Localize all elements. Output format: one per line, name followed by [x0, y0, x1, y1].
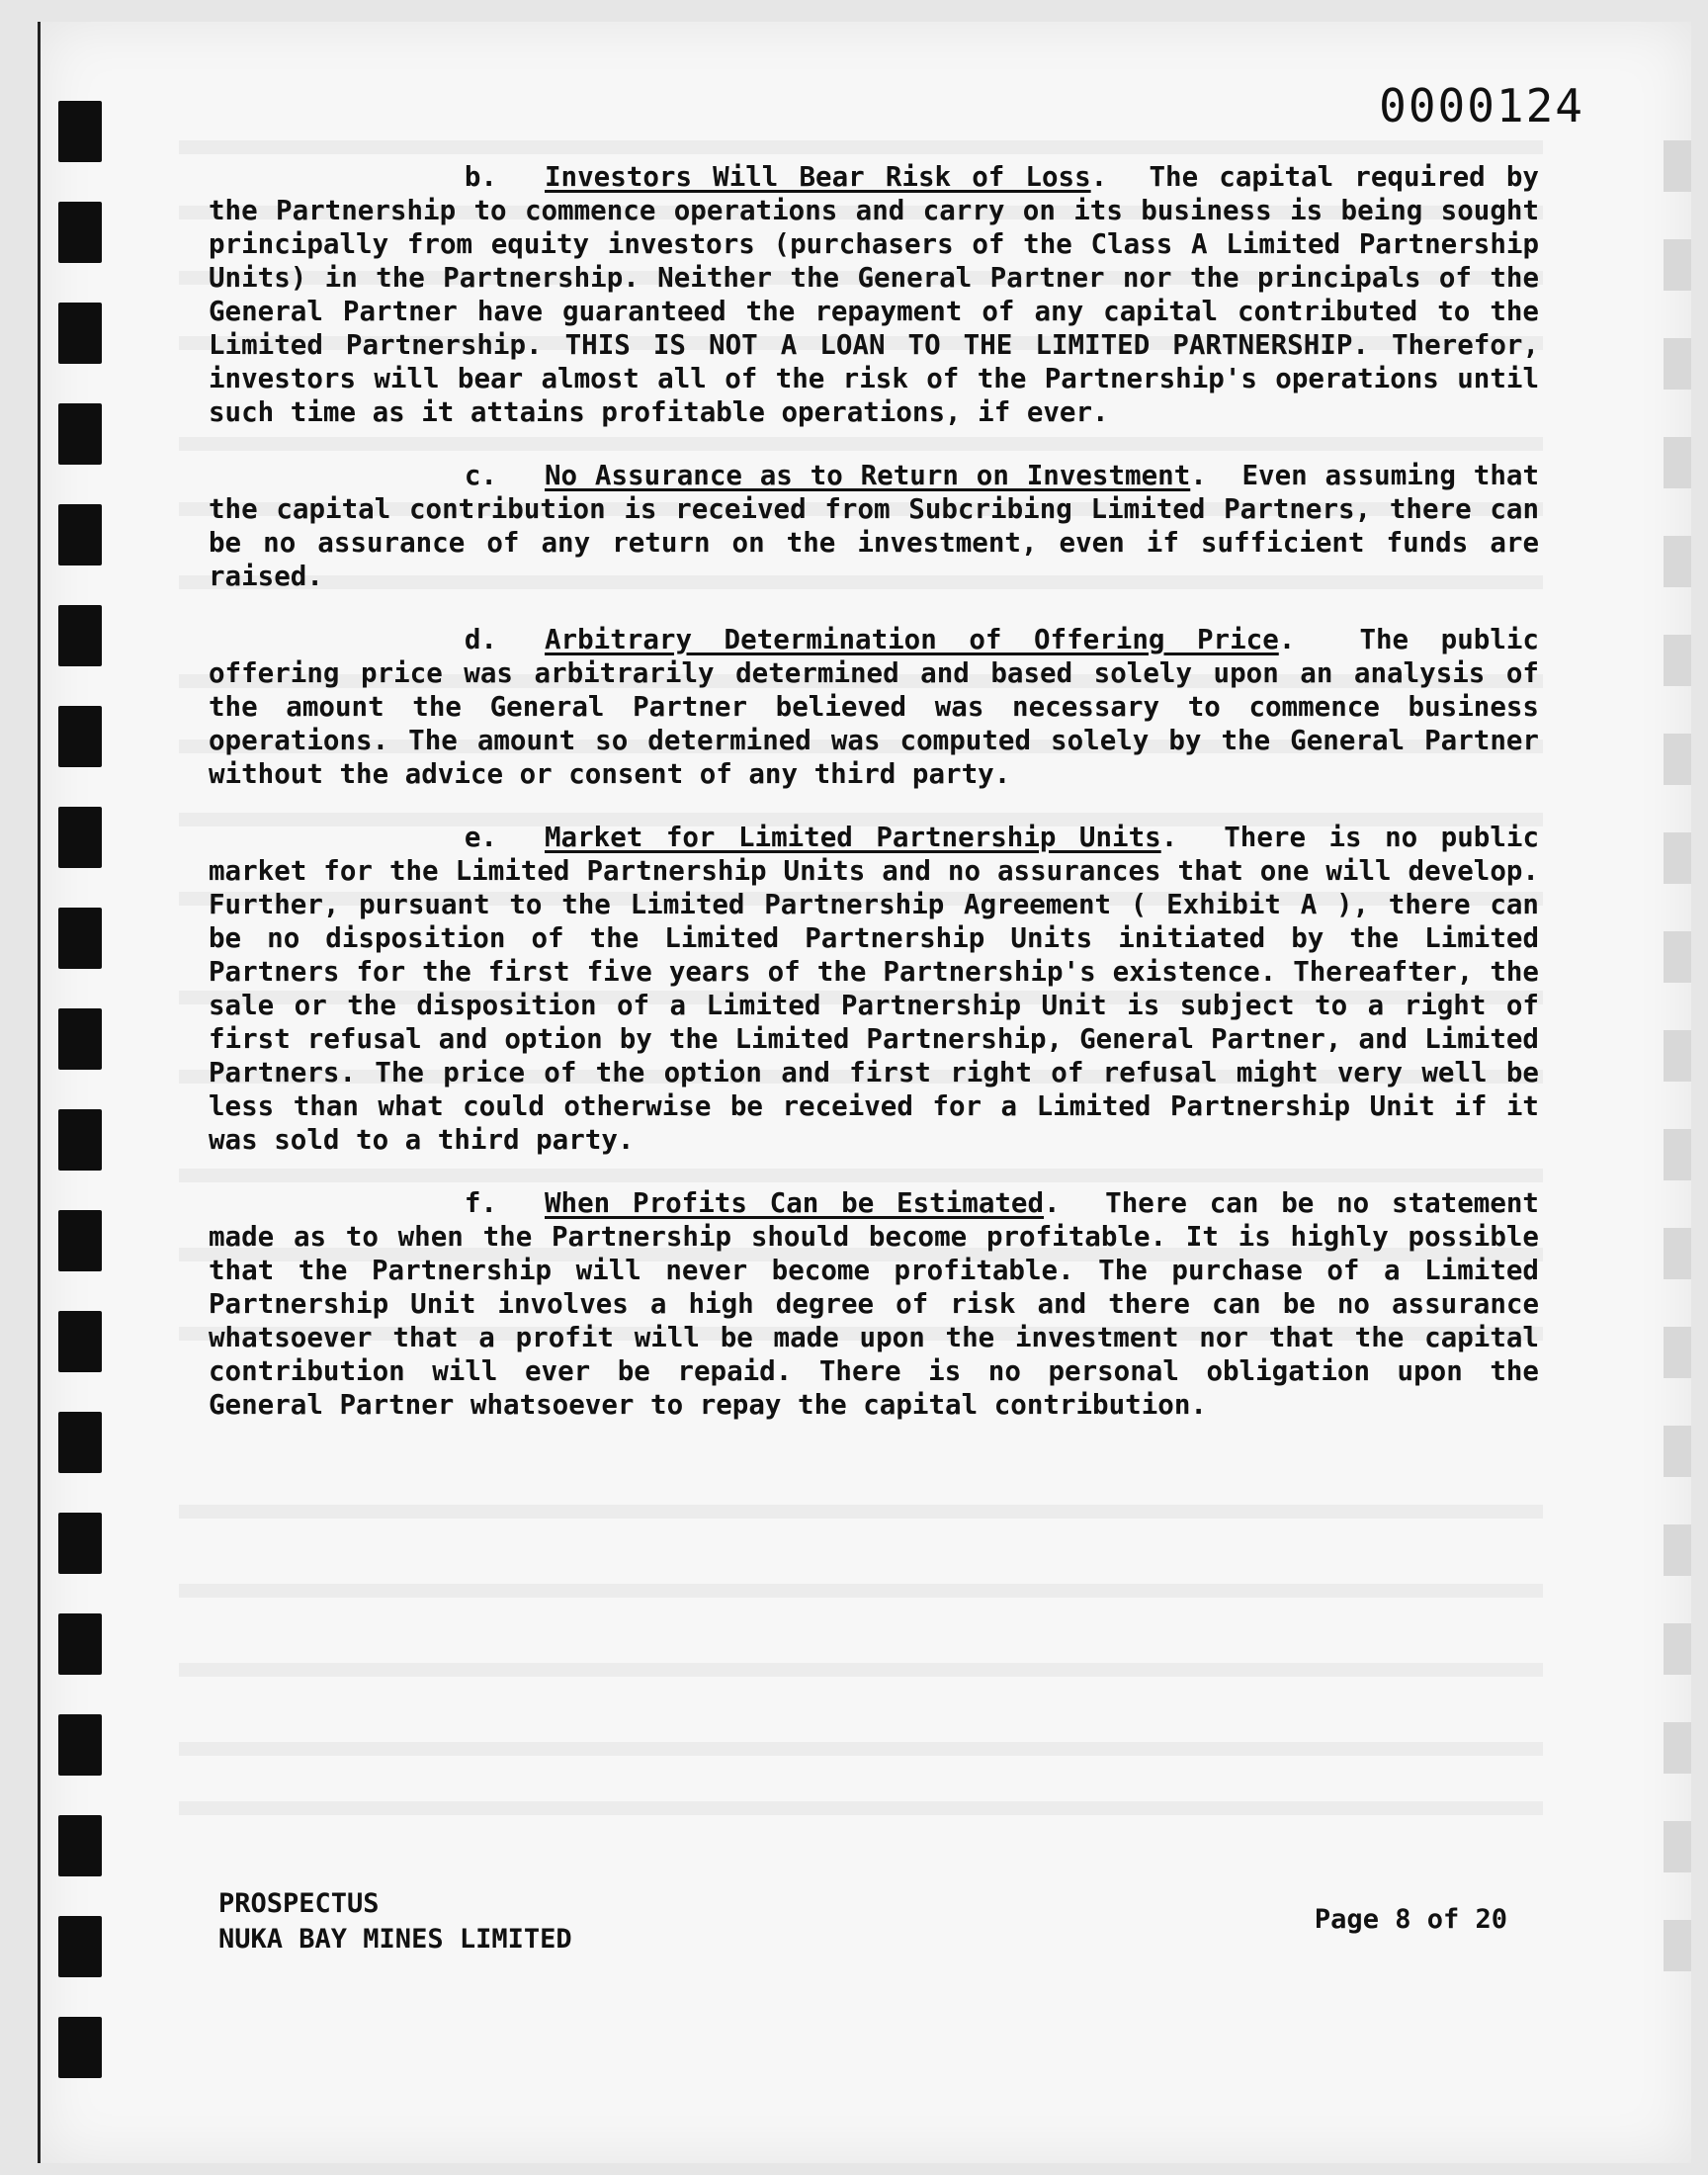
section-heading: Investors Will Bear Risk of Loss: [545, 161, 1091, 193]
risk-factors-body: [209, 160, 1539, 1422]
section-body: Even assuming that the capital contribution is received from Subcribing Limited Partners, there can be no assurance of any return on the investment, even if sufficient funds are raised.: [209, 460, 1540, 592]
section-letter: c.: [464, 460, 497, 491]
page-number: Page 8 of 20: [1314, 1904, 1507, 1935]
section-heading: Arbitrary Determination of Offering Price: [545, 624, 1279, 655]
section-body: There is no public market for the Limited Partnership Units and no assurances that one will develop. Further, pursuant to the Limited Partnership Agreement ( Exhibit A ), there can be no disposition of the Limited Partnership Units initiated by the Limited Partners for the first five years of the Partnership's existence. Thereafter, the sale or the disposition of a Limited Partnership Unit is subject to a right of first refusal and option by the Limited Partnership, General Partner, and Limited Partners. The price of the option and first right of refusal might very well be less than what could otherwise be received for a Limited Partnership Unit if it was sold to a third party.: [209, 822, 1540, 1156]
section-body: The capital required by the Partnership to commence operations and carry on its business is being sought principally from equity investors (purchasers of the Class A Limited Partnership Units) in the Partnership. Neither the General Partner nor the principals of the General Partner have guaranteed the repayment of any capital contributed to the Limited Partnership. THIS IS NOT A LOAN TO THE LIMITED PARTNERSHIP. Therefor, investors will bear almost all of the risk of the Partnership's operations until such time as it attains profitable operations, if ever.: [209, 161, 1539, 428]
section-letter: e.: [464, 822, 497, 853]
section-body: There can be no statement made as to when the Partnership should become profitable. It is highly possible that the Partnership will never become profitable. The purchase of a Limited Partnership Unit involves a high degree of risk and there can be no assurance whatsoever that a profit will be made upon the investment nor that the capital contribution will ever be repaid. There is no personal obligation upon the General Partner whatsoever to repay the capital contribution.: [209, 1187, 1539, 1421]
footer: [218, 1886, 572, 1958]
section-heading: When Profits Can be Estimated: [545, 1187, 1045, 1219]
section-b: b. Investors Will Bear Risk of Loss. The capital required by the Partnership to commence operations and carry on its business is being sought principally from equity investors (purchasers of the Class A Limited Partnership Units) in the Partnership. Neither the General Partner nor the principals of the General Partner have guaranteed the repayment of any capital contributed to the Limited Partnership. THIS IS NOT A LOAN TO THE LIMITED PARTNERSHIP. Therefor, investors will bear almost all of the risk of the Partnership's operations until such time as it attains profitable operations, if ever.: [209, 161, 1539, 428]
section-f: f. When Profits Can be Estimated. There can be no statement made as to when the Partnership should become profitable. It is highly possible that the Partnership will never become profitable. The purchase of a Limited Partnership Unit involves a high degree of risk and there can be no assurance whatsoever that a profit will be made upon the investment nor that the capital contribution will ever be repaid. There is no personal obligation upon the General Partner whatsoever to repay the capital contribution.: [209, 1187, 1539, 1421]
document-number: 0000124: [1379, 79, 1584, 132]
section-heading: Market for Limited Partnership Units: [545, 822, 1161, 853]
section-letter: d.: [464, 624, 497, 655]
footer-company: NUKA BAY MINES LIMITED: [218, 1924, 572, 1955]
document-page: [38, 22, 1691, 2163]
section-c: c. No Assurance as to Return on Investment. Even assuming that the capital contribution is received from Subcribing Limited Partners, there can be no assurance of any return on the investment, even if sufficient funds are raised.: [209, 460, 1540, 592]
section-heading: No Assurance as to Return on Investment: [545, 460, 1191, 491]
footer-title: PROSPECTUS: [218, 1888, 380, 1919]
section-e: e. Market for Limited Partnership Units. There is no public market for the Limited Partnership Units and no assurances that one will develop. Further, pursuant to the Limited Partnership Agreement ( Exhibit A ), there can be no disposition of the Limited Partnership Units initiated by the Limited Partners for the first five years of the Partnership's existence. Thereafter, the sale or the disposition of a Limited Partnership Unit is subject to a right of first refusal and option by the Limited Partnership, General Partner, and Limited Partners. The price of the option and first right of refusal might very well be less than what could otherwise be received for a Limited Partnership Unit if it was sold to a third party.: [209, 822, 1540, 1156]
section-d: d. Arbitrary Determination of Offering Price. The public offering price was arbitrarily determined and based solely upon an analysis of the amount the General Partner believed was necessary to commence business operations. The amount so determined was computed solely by the General Partner without the advice or consent of any third party.: [209, 624, 1539, 790]
section-letter: b.: [464, 161, 497, 193]
section-letter: f.: [464, 1187, 497, 1219]
right-edge-marks: [1662, 140, 1691, 2078]
spiral-binding: [58, 101, 102, 2137]
section-body: The public offering price was arbitrarily determined and based solely upon an analysis of the amount the General Partner believed was necessary to commence business operations. The amount so determined was computed solely by the General Partner without the advice or consent of any third party.: [209, 624, 1539, 790]
